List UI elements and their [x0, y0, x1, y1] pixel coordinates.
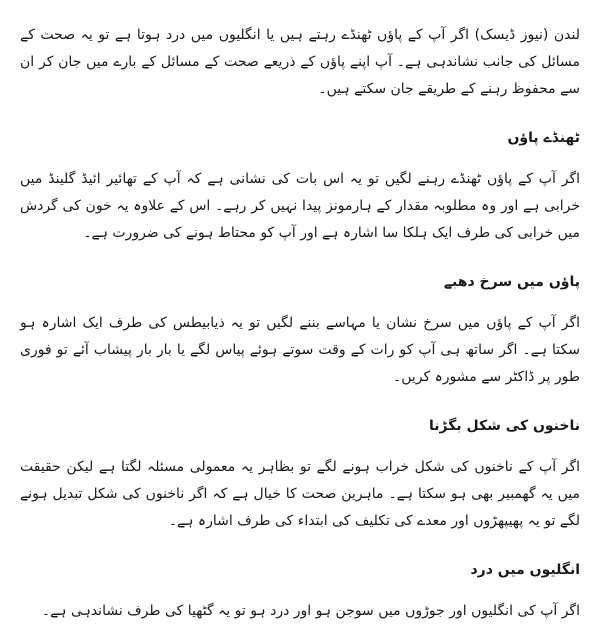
section-toe-pain — [20, 557, 580, 625]
section-heading: ناخنوں کی شکل بگڑنا — [429, 418, 580, 434]
spacer — [20, 535, 580, 557]
spacer — [20, 247, 580, 269]
section-heading: پاؤں میں سرخ دھبے — [443, 274, 580, 290]
spacer — [20, 391, 580, 413]
section-cold-feet — [20, 125, 580, 247]
intro-paragraph: لندن (نیوز ڈیسک) اگر آپ کے پاؤں ٹھنڈے رہتے ہیں یا انگلیوں میں درد ہوتا ہے تو یہ صحت کے مسائل کی جانب نشاندہی ہے۔ آپ اپنے پاؤں کے ذریعے صحت کے مسائل کے بارے میں جان کر ان سے محفوظ رہنے کے طریقے جان سکتے ہیں۔ — [20, 27, 580, 97]
section-nail-shape — [20, 413, 580, 535]
section-body: اگر آپ کے پاؤں میں سرخ نشان یا مہاسے بننے لگیں تو یہ ذیابیطس کی طرف ایک اشارہ ہو سکتا ہے۔ اگر ساتھ ہی آپ کو رات کے وقت سوتے ہوئے پیاس لگے یا بار بار پیشاب آئے تو فوری طور پر ڈاکٹر سے مشورہ کریں۔ — [20, 315, 580, 385]
spacer — [20, 584, 580, 598]
section-heading: انگلیوں میں درد — [470, 562, 580, 578]
spacer — [20, 152, 580, 166]
section-body: اگر آپ کی انگلیوں اور جوڑوں میں سوجن ہو اور درد ہو تو یہ گٹھیا کی طرف نشاندہی ہے۔ — [41, 603, 580, 619]
section-body: اگر آپ کے پاؤں ٹھنڈے رہنے لگیں تو یہ اس بات کی نشانی ہے کہ آپ کے تھائیر ائیڈ گلینڈ میں خرابی ہے اور وہ مطلوبہ مقدار کے ہارمونز پیدا نہیں کر رہے۔ اس کے علاوہ یہ خون کی گردش میں خرابی کی طرف ایک ہلکا سا اشارہ ہے اور آپ کو محتاط ہونے کی ضرورت ہے۔ — [20, 171, 580, 241]
section-heading: ٹھنڈے پاؤں — [507, 130, 580, 146]
spacer — [20, 296, 580, 310]
spacer — [20, 103, 580, 125]
section-body: اگر آپ کے ناخنوں کی شکل خراب ہونے لگے تو بظاہر یہ معمولی مسئلہ لگتا ہے لیکن حقیقت میں یہ گھمبیر بھی ہو سکتا ہے۔ ماہرین صحت کا خیال ہے کہ اگر ناخنوں کی شکل تبدیل ہونے لگے تو یہ پھیپھڑوں اور معدے کی تکلیف کی ابتداء کی طرف اشارہ ہے۔ — [20, 459, 580, 529]
spacer — [20, 440, 580, 454]
section-red-spots — [20, 269, 580, 391]
top-spacer — [20, 0, 580, 14]
